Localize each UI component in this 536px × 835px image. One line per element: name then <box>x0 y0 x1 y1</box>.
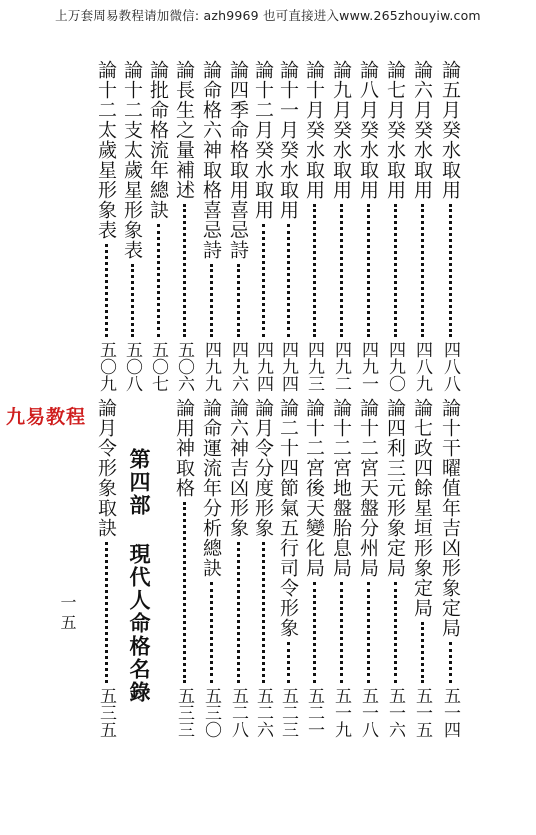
toc-entry-page: 四九三 <box>304 341 324 392</box>
toc-entry <box>226 398 250 738</box>
toc-entry-title: 論長生之量補述 <box>173 60 195 200</box>
toc-entry-title: 論十一月癸水取用 <box>277 60 299 220</box>
toc-entry-title: 論六月癸水取用 <box>411 60 433 200</box>
toc-entry <box>329 398 353 738</box>
toc-entry <box>146 60 170 392</box>
dot-leader <box>313 204 316 337</box>
toc-entry-title: 論十二宮天盤分州局 <box>357 398 379 578</box>
dot-leader <box>262 542 265 683</box>
toc-entry-page: 五二八 <box>228 687 248 738</box>
toc-entry-page: 五三三 <box>174 687 194 738</box>
toc-entry <box>410 398 434 738</box>
toc-entry-title: 論用神取格 <box>173 398 195 498</box>
toc-entry-page: 五二一 <box>304 687 324 738</box>
toc-entry-page: 四九六 <box>228 341 248 392</box>
toc-entry <box>302 398 326 738</box>
toc-entry-title: 論十二太歲星形象表 <box>95 60 117 240</box>
dot-leader <box>131 264 134 337</box>
toc-entry-title: 論四季命格取用喜忌詩 <box>227 60 249 260</box>
dot-leader <box>367 204 370 337</box>
watermark-banner: 上万套周易教程请加微信: azh9969 也可直接进入www.265zhouyiw.com <box>55 8 481 23</box>
toc-entry <box>438 398 462 738</box>
toc-entry-page: 五一八 <box>358 687 378 738</box>
toc-entry-title: 論八月癸水取用 <box>357 60 379 200</box>
toc-entry-title: 論七政四餘星垣形象定局 <box>411 398 433 618</box>
dot-leader <box>157 224 160 337</box>
toc-entry-title: 論命格六神取格喜忌詩 <box>200 60 222 260</box>
toc-entry-title: 論十月癸水取用 <box>303 60 325 200</box>
toc-entry-page: 五〇八 <box>122 341 142 392</box>
dot-leader <box>183 204 186 337</box>
toc-entry-title: 論五月癸水取用 <box>439 60 461 200</box>
dot-leader <box>237 542 240 683</box>
toc-entry-title: 論月令形象取訣 <box>95 398 117 538</box>
dot-leader <box>287 642 290 683</box>
toc-entry <box>383 60 407 392</box>
toc-entry <box>199 398 223 738</box>
dot-leader <box>183 502 186 683</box>
part-heading <box>122 448 156 704</box>
toc-entry-page: 五一四 <box>440 687 460 738</box>
toc-entry-page: 五三五 <box>96 687 116 738</box>
toc-entry <box>276 60 300 392</box>
dot-leader <box>210 264 213 337</box>
dot-leader <box>340 582 343 683</box>
toc-entry <box>172 398 196 738</box>
dot-leader <box>394 582 397 683</box>
toc-entry <box>302 60 326 392</box>
toc-entry <box>251 60 275 392</box>
toc-entry-page: 五二三 <box>278 687 298 738</box>
toc-entry-title: 論批命格流年總訣 <box>147 60 169 220</box>
toc-entry-title: 論月令分度形象 <box>252 398 274 538</box>
brand-logo: 九易教程 <box>6 406 87 428</box>
toc-entry-page: 四八九 <box>412 341 432 392</box>
dot-leader <box>421 204 424 337</box>
toc-entry-page: 五一九 <box>331 687 351 738</box>
toc-entry-page: 五二六 <box>253 687 273 738</box>
toc-entry-title: 論六神吉凶形象 <box>227 398 249 538</box>
toc-entry <box>251 398 275 738</box>
part-number: 第四部 <box>127 448 151 517</box>
page-number: 一五 <box>58 594 77 634</box>
toc-entry <box>199 60 223 392</box>
toc-entry <box>120 60 144 392</box>
toc-entry <box>410 60 434 392</box>
toc-entry <box>356 398 380 738</box>
dot-leader <box>105 542 108 683</box>
toc-entry-title: 論命運流年分析總訣 <box>200 398 222 578</box>
toc-entry-title: 論十二宮地盤胎息局 <box>330 398 352 578</box>
dot-leader <box>210 582 213 683</box>
toc-entry-page: 四八八 <box>440 341 460 392</box>
toc-entry-title: 論十二支太歲星形象表 <box>121 60 143 260</box>
dot-leader <box>287 224 290 337</box>
toc-entry-page: 四九一 <box>358 341 378 392</box>
part-title: 現代人命格名錄 <box>127 543 151 704</box>
toc-entry-title: 論七月癸水取用 <box>384 60 406 200</box>
toc-entry <box>276 398 300 738</box>
toc-entry-title: 論十二月癸水取用 <box>252 60 274 220</box>
toc-entry <box>329 60 353 392</box>
toc-entry-page: 四九九 <box>201 341 221 392</box>
dot-leader <box>394 204 397 337</box>
toc-entry <box>94 398 118 738</box>
dot-leader <box>105 244 108 337</box>
toc-entry <box>94 60 118 392</box>
toc-entry <box>356 60 380 392</box>
toc-entry-title: 論九月癸水取用 <box>330 60 352 200</box>
dot-leader <box>367 582 370 683</box>
toc-entry-title: 論四利三元形象定局 <box>384 398 406 578</box>
dot-leader <box>421 622 424 683</box>
toc-entry-title: 論十二宮後天變化局 <box>303 398 325 578</box>
toc-entry-page: 五一五 <box>412 687 432 738</box>
toc-entry-page: 五〇九 <box>96 341 116 392</box>
toc-entry <box>172 60 196 392</box>
dot-leader <box>313 582 316 683</box>
toc-entry <box>438 60 462 392</box>
toc-entry-page: 四九四 <box>278 341 298 392</box>
toc-entry-page: 五三〇 <box>201 687 221 738</box>
dot-leader <box>449 642 452 683</box>
toc-entry-page: 四九四 <box>253 341 273 392</box>
dot-leader <box>237 264 240 337</box>
toc-entry-page: 五〇六 <box>174 341 194 392</box>
toc-entry-page: 四九〇 <box>385 341 405 392</box>
toc-entry-page: 四九二 <box>331 341 351 392</box>
dot-leader <box>449 204 452 337</box>
toc-entry <box>383 398 407 738</box>
toc-entry-title: 論十干曜值年吉凶形象定局 <box>439 398 461 638</box>
dot-leader <box>262 224 265 337</box>
dot-leader <box>340 204 343 337</box>
toc-entry-title: 論二十四節氣五行司令形象 <box>277 398 299 638</box>
toc-entry-page: 五一六 <box>385 687 405 738</box>
toc-entry <box>226 60 250 392</box>
toc-entry-page: 五〇七 <box>148 341 168 392</box>
